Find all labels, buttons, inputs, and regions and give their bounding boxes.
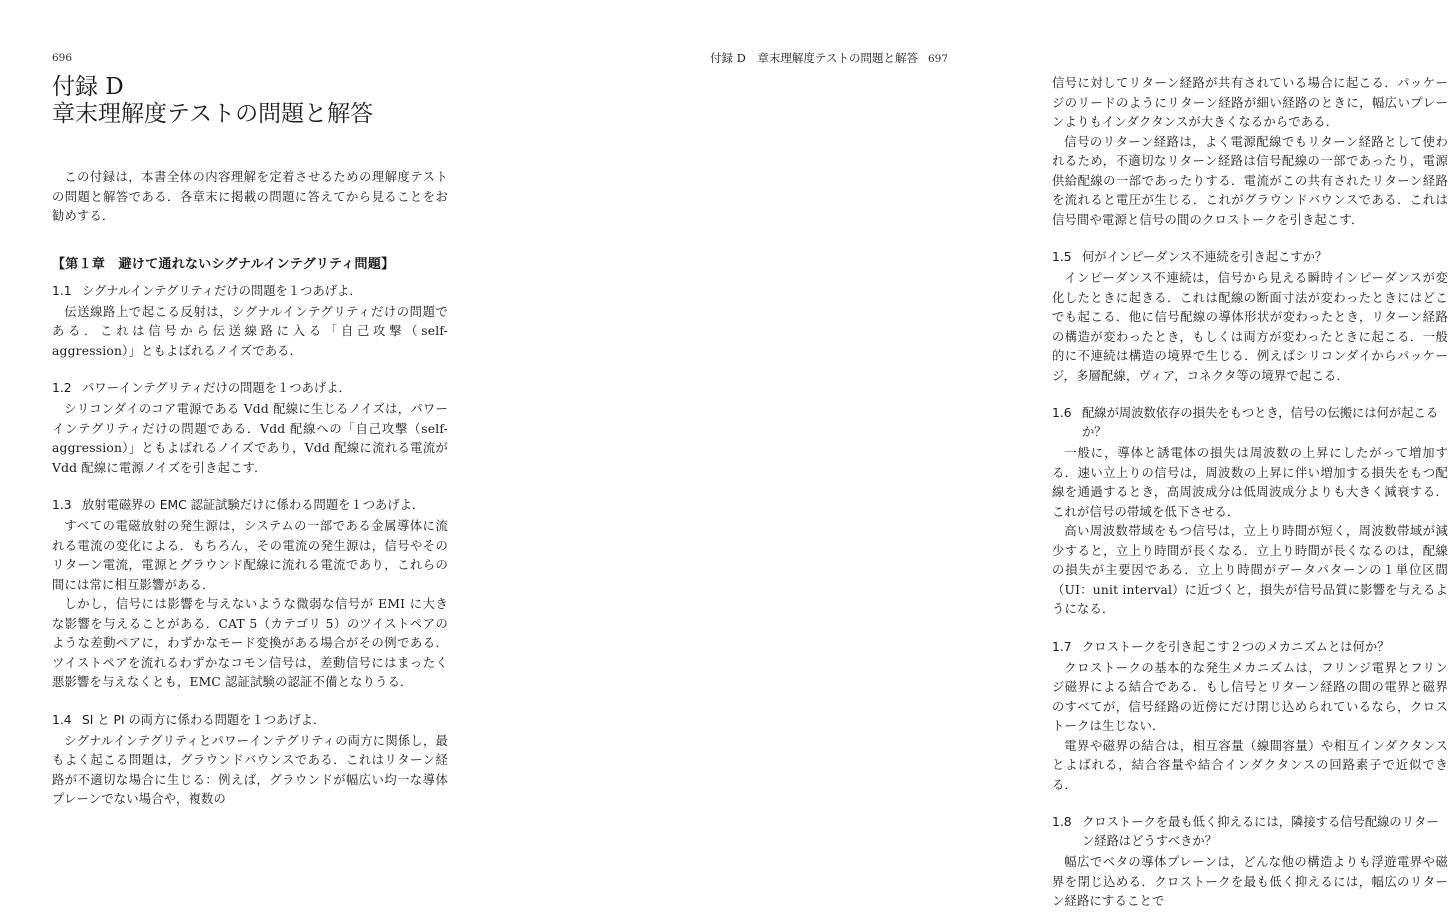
question-number: 1.5 bbox=[1052, 250, 1072, 264]
question-text: 何がインピーダンス不連続を引き起こすか？ bbox=[1082, 250, 1328, 264]
answer-paragraph: シグナルインテグリティとパワーインテグリティの両方に関係し，最もよく起こる問題は，グラウンドバウンスである．これはリターン経路が不適切な場合に生じる：例えば，グラウンドが幅広い均一な導体プレーンでない場合や，複数の bbox=[52, 733, 448, 806]
answer-paragraph: 伝送線路上で起こる反射は，シグナルインテグリティだけの問題である．これは信号から伝送線路に入る「自己攻撃（self-aggression）」ともよばれるノイズである． bbox=[52, 304, 448, 358]
answer-paragraph: シリコンダイのコア電源である Vdd 配線に生じるノイズは，パワーインテグリティだけの問題である．Vdd 配線への「自己攻撃（self-aggression）」ともよばれるノイズであり，Vdd 配線に流れる電流が Vdd 配線に電源ノイズを引き起こす． bbox=[52, 402, 448, 475]
question-text: パワーインテグリティだけの問題を１つあげよ． bbox=[82, 381, 351, 395]
question-heading bbox=[52, 282, 448, 301]
continued-paragraph: 信号に対してリターン経路が共有されている場合に起こる．パッケージのリードのようにリターン経路が細い経路のときに，幅広いプレーンよりもインダクタンスが大きくなるからである． bbox=[1052, 76, 1448, 129]
left-column bbox=[52, 168, 448, 810]
question-number: 1.4 bbox=[52, 712, 72, 727]
question-number: 1.8 bbox=[1052, 815, 1072, 829]
question-number: 1.6 bbox=[1052, 406, 1072, 420]
appendix-label: 付録 D bbox=[52, 74, 124, 100]
answer-paragraph: 一般に，導体と誘電体の損失は周波数の上昇にしたがって増加する．速い立上りの信号は，周波数の上昇に伴い増加する損失をもつ配線を通過するとき，高周波成分は低周波成分よりも大きく減衰する．これが信号の帯域を低下させる． bbox=[1052, 446, 1448, 519]
question-number: 1.3 bbox=[52, 498, 72, 512]
question-number: 1.7 bbox=[1052, 639, 1072, 654]
answer-paragraph: 電界や磁界の結合は，相互容量（線間容量）や相互インダクタンスとよばれる，結合容量や結合インダクタンスの回路素子で近似できる． bbox=[1052, 738, 1448, 792]
appendix-title: 章末理解度テストの問題と解答 bbox=[52, 101, 374, 127]
running-head bbox=[710, 50, 948, 66]
question-heading bbox=[52, 711, 448, 730]
question-heading bbox=[52, 379, 448, 398]
question-text: シグナルインテグリティだけの問題を１つあげよ． bbox=[82, 283, 362, 298]
answer-paragraph: クロストークの基本的な発生メカニズムは，フリンジ電界とフリンジ磁界による結合である．もし信号とリターン経路の間の電界と磁界のすべてが，信号経路の近傍にだけ閉じ込められているなら，クロストークは生じない． bbox=[1052, 660, 1448, 733]
question-heading bbox=[1052, 404, 1448, 442]
left-page bbox=[0, 0, 500, 806]
question-text: クロストークを引き起こす２つのメカニズムとは何か？ bbox=[1082, 639, 1390, 654]
right-column bbox=[1052, 74, 1448, 912]
page-number-right: 697 bbox=[927, 53, 948, 65]
question-heading bbox=[1052, 248, 1448, 267]
question-number: 1.1 bbox=[52, 283, 72, 298]
intro-paragraph: この付録は，本書全体の内容理解を定着させるための理解度テストの問題と解答である．各章末に掲載の問題に答えてから見ることをお勧めする． bbox=[52, 170, 448, 223]
question-heading bbox=[1052, 638, 1448, 657]
question-text: SI と PI の両方に係わる問題を１つあげよ． bbox=[82, 712, 326, 727]
chapter-heading: 【第１章 避けて通れないシグナルインテグリティ問題】 bbox=[52, 256, 395, 272]
answer-paragraph: 幅広でベタの導体プレーンは，どんな他の構造よりも浮遊電界や磁界を閉じ込める．クロストークを最も低く抑えるには，幅広のリターン経路にすることで bbox=[1052, 855, 1448, 908]
answer-paragraph: すべての電磁放射の発生源は，システムの一部である金属導体に流れる電流の変化による．もちろん，その電流の発生源は，信号やそのリターン電流，電源とグラウンド配線に流れる電流であり，これらの間には常に相互影響がある． bbox=[52, 519, 448, 592]
answer-paragraph: 高い周波数帯域をもつ信号は，立上り時間が短く，周波数帯域が減少すると，立上り時間が長くなる．立上り時間が長くなるのは，配線の損失が主要因である．立上り時間がデータパターンの１単位区間（UI：unit interval）に近づくと，損失が信号品質に影響を与えるようになる． bbox=[1052, 524, 1448, 616]
running-head-title: 付録 D 章末理解度テストの問題と解答 bbox=[710, 51, 918, 65]
question-text: 配線が周波数依存の損失をもつとき，信号の伝搬には何が起こるか？ bbox=[1082, 406, 1439, 439]
question-heading bbox=[1052, 813, 1448, 851]
question-text: 放射電磁界の EMC 認証試験だけに係わる問題を１つあげよ． bbox=[82, 498, 425, 512]
answer-paragraph: インピーダンス不連続は，信号から見える瞬時インピーダンスが変化したときに起きる．これは配線の断面寸法が変わったときにはどこでも起こる．他に信号配線の導体形状が変わったとき，リターン経路の構造が変わったとき，もしくは両方が変わったときに起こる．一般的に不連続は構造の境界で生じる．例えばシリコンダイからパッケージ，多層配線，ヴィア，コネクタ等の境界で起こる． bbox=[1052, 271, 1448, 383]
right-page bbox=[500, 0, 1448, 908]
page-number-left: 696 bbox=[52, 52, 73, 64]
question-number: 1.2 bbox=[52, 381, 72, 395]
question-heading bbox=[52, 496, 448, 515]
continued-paragraph: 信号のリターン経路は，よく電源配線でもリターン経路として使われるため，不適切なリターン経路は信号配線の一部であったり，電源供給配線の一部であったりする．電流がこの共有されたリターン経路を流れると電圧が生じる．これがグラウンドバウンスである．これは信号間や電源と信号の間のクロストークを引き起こす． bbox=[1052, 134, 1448, 227]
question-text: クロストークを最も低く抑えるには，隣接する信号配線のリターン経路はどうすべきか？ bbox=[1082, 815, 1439, 848]
answer-paragraph: しかし，信号には影響を与えないような微弱な信号が EMI に大きな影響を与えることがある．CAT 5（カテゴリ 5）のツイストペアのような差動ペアに，わずかなモード変換がある場合がその例である．ツイストペアを流れるわずかなコモン信号は，差動信号にはまったく悪影響を与えなくとも，EMC 認証試験の認証不備となりうる． bbox=[52, 597, 448, 689]
